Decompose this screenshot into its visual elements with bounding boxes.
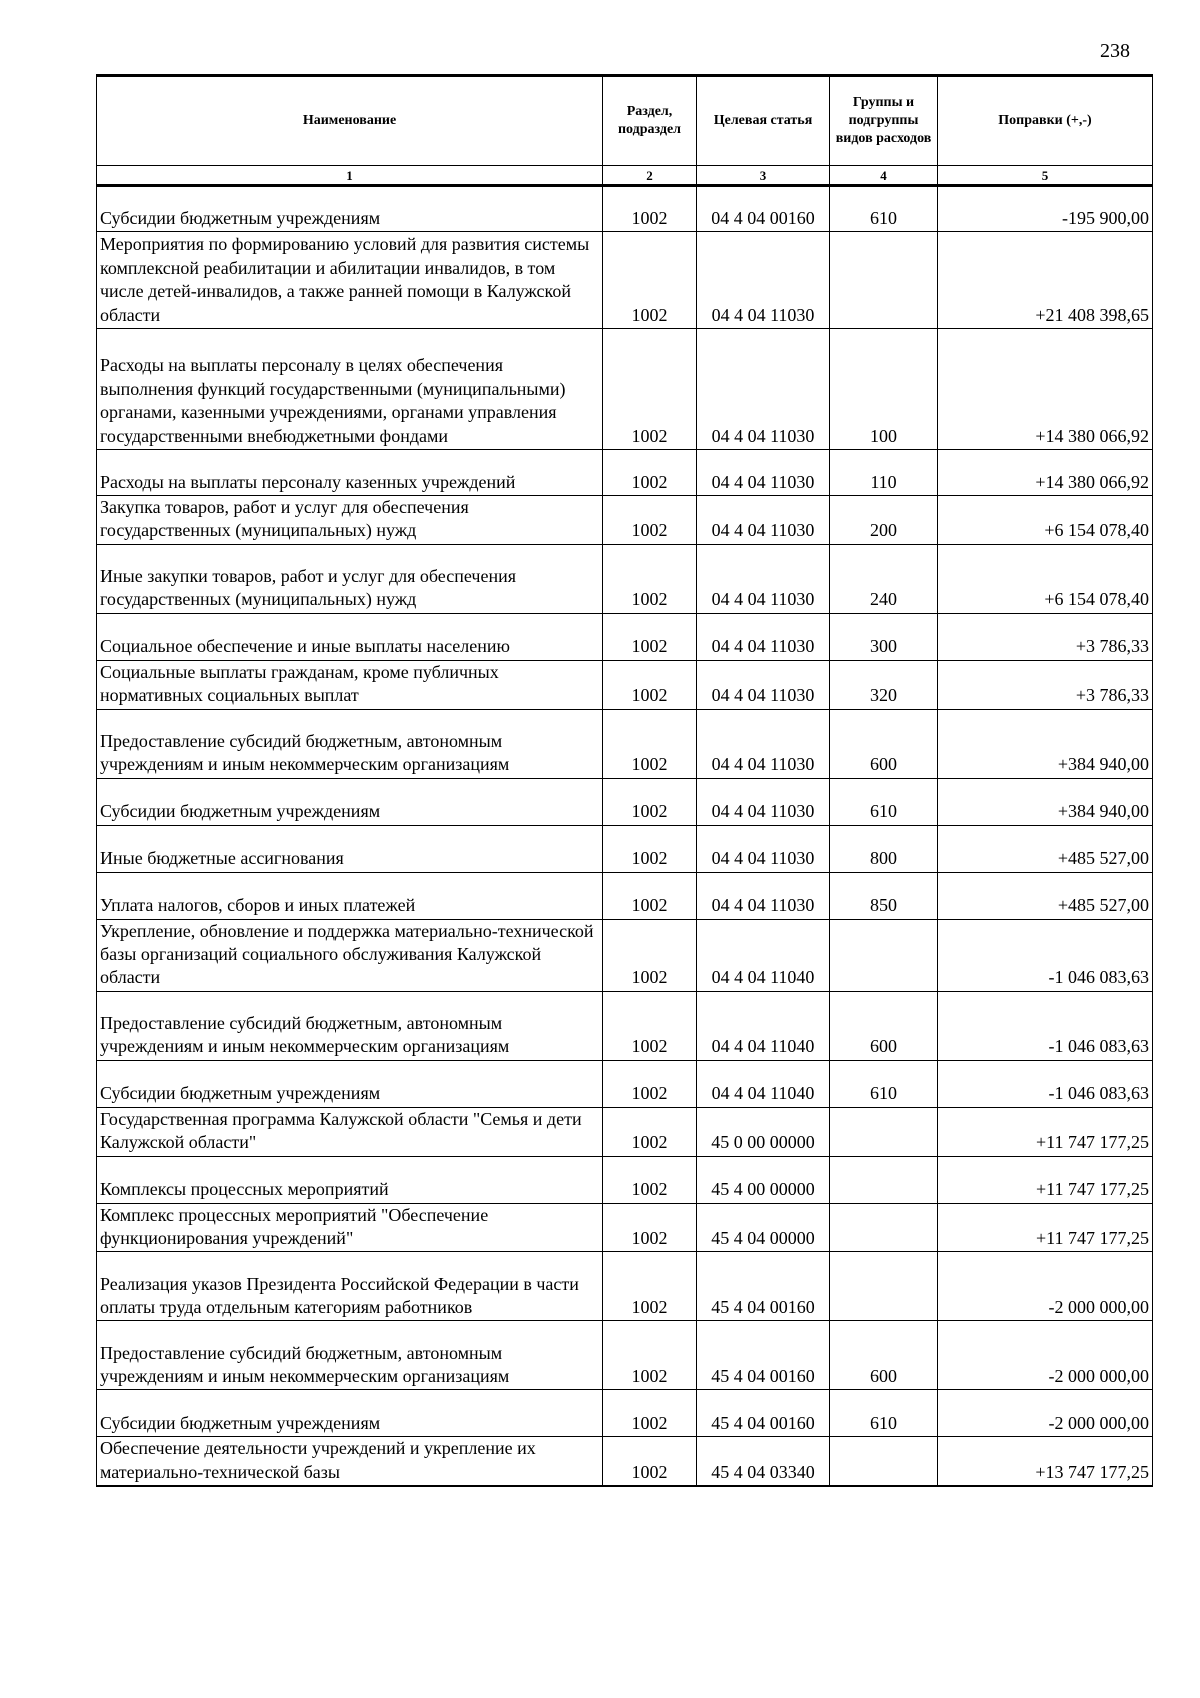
table-row: [97, 778, 1153, 825]
row-expense-group: 320: [830, 660, 938, 709]
row-amendment-amount: +384 940,00: [938, 778, 1153, 825]
row-expense-group: 850: [830, 872, 938, 919]
table-row: [97, 1321, 1153, 1390]
row-target-article: 45 4 00 00000: [697, 1156, 830, 1203]
row-expense-group: [830, 1156, 938, 1203]
row-name: Иные закупки товаров, работ и услуг для обеспечения государственных (муниципальных) нужд: [97, 544, 603, 613]
row-amendment-amount: -2 000 000,00: [938, 1390, 1153, 1437]
row-expense-group: [830, 232, 938, 329]
row-name: Мероприятия по формированию условий для развития системы комплексной реабилитации и абилитации инвалидов, в том числе детей-инвалидов, а также ранней помощи в Калужской области: [97, 232, 603, 329]
row-expense-group: 600: [830, 709, 938, 778]
row-amendment-amount: +11 747 177,25: [938, 1156, 1153, 1203]
row-target-article: 04 4 04 11030: [697, 872, 830, 919]
table-row: [97, 186, 1153, 232]
row-section: 1002: [603, 1203, 697, 1252]
column-number: 5: [938, 166, 1153, 186]
table-row: [97, 1060, 1153, 1107]
budget-amendments-table: [96, 74, 1153, 1487]
row-target-article: 04 4 04 11040: [697, 1060, 830, 1107]
column-number: 3: [697, 166, 830, 186]
row-name: Расходы на выплаты персоналу казенных учреждений: [97, 450, 603, 496]
row-target-article: 04 4 04 11030: [697, 232, 830, 329]
row-target-article: 45 4 04 00160: [697, 1390, 830, 1437]
column-number: 4: [830, 166, 938, 186]
table-row: [97, 496, 1153, 545]
row-section: 1002: [603, 1060, 697, 1107]
row-amendment-amount: +14 380 066,92: [938, 329, 1153, 450]
column-number: 1: [97, 166, 603, 186]
row-section: 1002: [603, 496, 697, 545]
row-expense-group: 610: [830, 1060, 938, 1107]
row-amendment-amount: +384 940,00: [938, 709, 1153, 778]
row-section: 1002: [603, 991, 697, 1060]
budget-amendments-table-container: [96, 74, 1152, 1487]
row-name: Уплата налогов, сборов и иных платежей: [97, 872, 603, 919]
row-name: Реализация указов Президента Российской Федерации в части оплаты труда отдельным категориям работников: [97, 1252, 603, 1321]
row-section: 1002: [603, 1156, 697, 1203]
row-section: 1002: [603, 186, 697, 232]
table-row: [97, 1252, 1153, 1321]
row-expense-group: 600: [830, 1321, 938, 1390]
table-row: [97, 232, 1153, 329]
table-row: [97, 919, 1153, 991]
row-amendment-amount: +14 380 066,92: [938, 450, 1153, 496]
row-amendment-amount: +3 786,33: [938, 660, 1153, 709]
row-amendment-amount: +3 786,33: [938, 613, 1153, 660]
column-number-row: [97, 166, 1153, 186]
row-target-article: 04 4 04 11040: [697, 919, 830, 991]
row-target-article: 04 4 04 11030: [697, 613, 830, 660]
row-amendment-amount: -2 000 000,00: [938, 1252, 1153, 1321]
row-name: Комплекс процессных мероприятий "Обеспечение функционирования учреждений": [97, 1203, 603, 1252]
table-row: [97, 450, 1153, 496]
header-section: Раздел, подраздел: [603, 76, 697, 166]
row-amendment-amount: -1 046 083,63: [938, 991, 1153, 1060]
row-amendment-amount: +11 747 177,25: [938, 1203, 1153, 1252]
row-target-article: 45 4 04 00160: [697, 1252, 830, 1321]
row-name: Субсидии бюджетным учреждениям: [97, 778, 603, 825]
row-target-article: 45 4 04 03340: [697, 1437, 830, 1486]
row-target-article: 04 4 04 11030: [697, 660, 830, 709]
row-name: Социальные выплаты гражданам, кроме публичных нормативных социальных выплат: [97, 660, 603, 709]
row-amendment-amount: +6 154 078,40: [938, 544, 1153, 613]
row-name: Предоставление субсидий бюджетным, автономным учреждениям и иным некоммерческим организациям: [97, 1321, 603, 1390]
row-name: Иные бюджетные ассигнования: [97, 825, 603, 872]
row-expense-group: 300: [830, 613, 938, 660]
row-section: 1002: [603, 1107, 697, 1156]
row-name: Укрепление, обновление и поддержка материально-технической базы организаций социального обслуживания Калужской области: [97, 919, 603, 991]
row-target-article: 04 4 04 11030: [697, 709, 830, 778]
table-row: [97, 613, 1153, 660]
row-name: Обеспечение деятельности учреждений и укрепление их материально-технической базы: [97, 1437, 603, 1486]
row-section: 1002: [603, 872, 697, 919]
row-section: 1002: [603, 825, 697, 872]
row-section: 1002: [603, 544, 697, 613]
row-expense-group: 240: [830, 544, 938, 613]
row-section: 1002: [603, 1390, 697, 1437]
row-name: Комплексы процессных мероприятий: [97, 1156, 603, 1203]
page-number: 238: [1100, 40, 1130, 62]
row-name: Расходы на выплаты персоналу в целях обеспечения выполнения функций государственными (муниципальными) органами, казенными учреждениями, органами управления государственными внебюджетными фондами: [97, 329, 603, 450]
row-name: Субсидии бюджетным учреждениям: [97, 1060, 603, 1107]
table-row: [97, 660, 1153, 709]
row-target-article: 04 4 04 11030: [697, 329, 830, 450]
row-expense-group: 610: [830, 778, 938, 825]
row-amendment-amount: +485 527,00: [938, 825, 1153, 872]
row-expense-group: [830, 1252, 938, 1321]
row-name: Субсидии бюджетным учреждениям: [97, 1390, 603, 1437]
table-row: [97, 544, 1153, 613]
row-amendment-amount: -195 900,00: [938, 186, 1153, 232]
row-target-article: 45 4 04 00160: [697, 1321, 830, 1390]
row-expense-group: 600: [830, 991, 938, 1060]
row-name: Предоставление субсидий бюджетным, автономным учреждениям и иным некоммерческим организациям: [97, 991, 603, 1060]
row-amendment-amount: +6 154 078,40: [938, 496, 1153, 545]
row-expense-group: 800: [830, 825, 938, 872]
row-section: 1002: [603, 1321, 697, 1390]
row-section: 1002: [603, 450, 697, 496]
table-row: [97, 872, 1153, 919]
row-section: 1002: [603, 613, 697, 660]
row-amendment-amount: +13 747 177,25: [938, 1437, 1153, 1486]
row-name: Предоставление субсидий бюджетным, автономным учреждениям и иным некоммерческим организациям: [97, 709, 603, 778]
row-amendment-amount: +485 527,00: [938, 872, 1153, 919]
row-section: 1002: [603, 1437, 697, 1486]
row-amendment-amount: +11 747 177,25: [938, 1107, 1153, 1156]
header-expense-groups: Группы и подгруппы видов расходов: [830, 76, 938, 166]
row-amendment-amount: -2 000 000,00: [938, 1321, 1153, 1390]
row-expense-group: 100: [830, 329, 938, 450]
table-row: [97, 1156, 1153, 1203]
row-target-article: 04 4 04 11030: [697, 496, 830, 545]
row-name: Субсидии бюджетным учреждениям: [97, 186, 603, 232]
row-expense-group: [830, 919, 938, 991]
table-row: [97, 1107, 1153, 1156]
row-target-article: 04 4 04 11030: [697, 778, 830, 825]
row-expense-group: [830, 1203, 938, 1252]
row-expense-group: 110: [830, 450, 938, 496]
table-row: [97, 825, 1153, 872]
row-section: 1002: [603, 709, 697, 778]
table-row: [97, 709, 1153, 778]
row-expense-group: [830, 1437, 938, 1486]
table-row: [97, 991, 1153, 1060]
row-target-article: 04 4 04 11030: [697, 544, 830, 613]
header-name: Наименование: [97, 76, 603, 166]
row-name: Закупка товаров, работ и услуг для обеспечения государственных (муниципальных) нужд: [97, 496, 603, 545]
row-expense-group: [830, 1107, 938, 1156]
header-amendments: Поправки (+,-): [938, 76, 1153, 166]
row-target-article: 45 0 00 00000: [697, 1107, 830, 1156]
row-target-article: 04 4 04 11030: [697, 825, 830, 872]
header-target-article: Целевая статья: [697, 76, 830, 166]
table-row: [97, 1203, 1153, 1252]
row-target-article: 45 4 04 00000: [697, 1203, 830, 1252]
row-amendment-amount: +21 408 398,65: [938, 232, 1153, 329]
table-row: [97, 329, 1153, 450]
row-section: 1002: [603, 232, 697, 329]
row-section: 1002: [603, 329, 697, 450]
row-target-article: 04 4 04 00160: [697, 186, 830, 232]
row-expense-group: 200: [830, 496, 938, 545]
row-expense-group: 610: [830, 1390, 938, 1437]
column-number: 2: [603, 166, 697, 186]
row-name: Государственная программа Калужской области "Семья и дети Калужской области": [97, 1107, 603, 1156]
table-row: [97, 1437, 1153, 1486]
row-section: 1002: [603, 1252, 697, 1321]
table-row: [97, 1390, 1153, 1437]
row-amendment-amount: -1 046 083,63: [938, 1060, 1153, 1107]
row-target-article: 04 4 04 11040: [697, 991, 830, 1060]
row-target-article: 04 4 04 11030: [697, 450, 830, 496]
row-name: Социальное обеспечение и иные выплаты населению: [97, 613, 603, 660]
row-amendment-amount: -1 046 083,63: [938, 919, 1153, 991]
table-body: [97, 186, 1153, 1487]
row-section: 1002: [603, 919, 697, 991]
table-header-row: [97, 76, 1153, 166]
row-expense-group: 610: [830, 186, 938, 232]
row-section: 1002: [603, 778, 697, 825]
row-section: 1002: [603, 660, 697, 709]
